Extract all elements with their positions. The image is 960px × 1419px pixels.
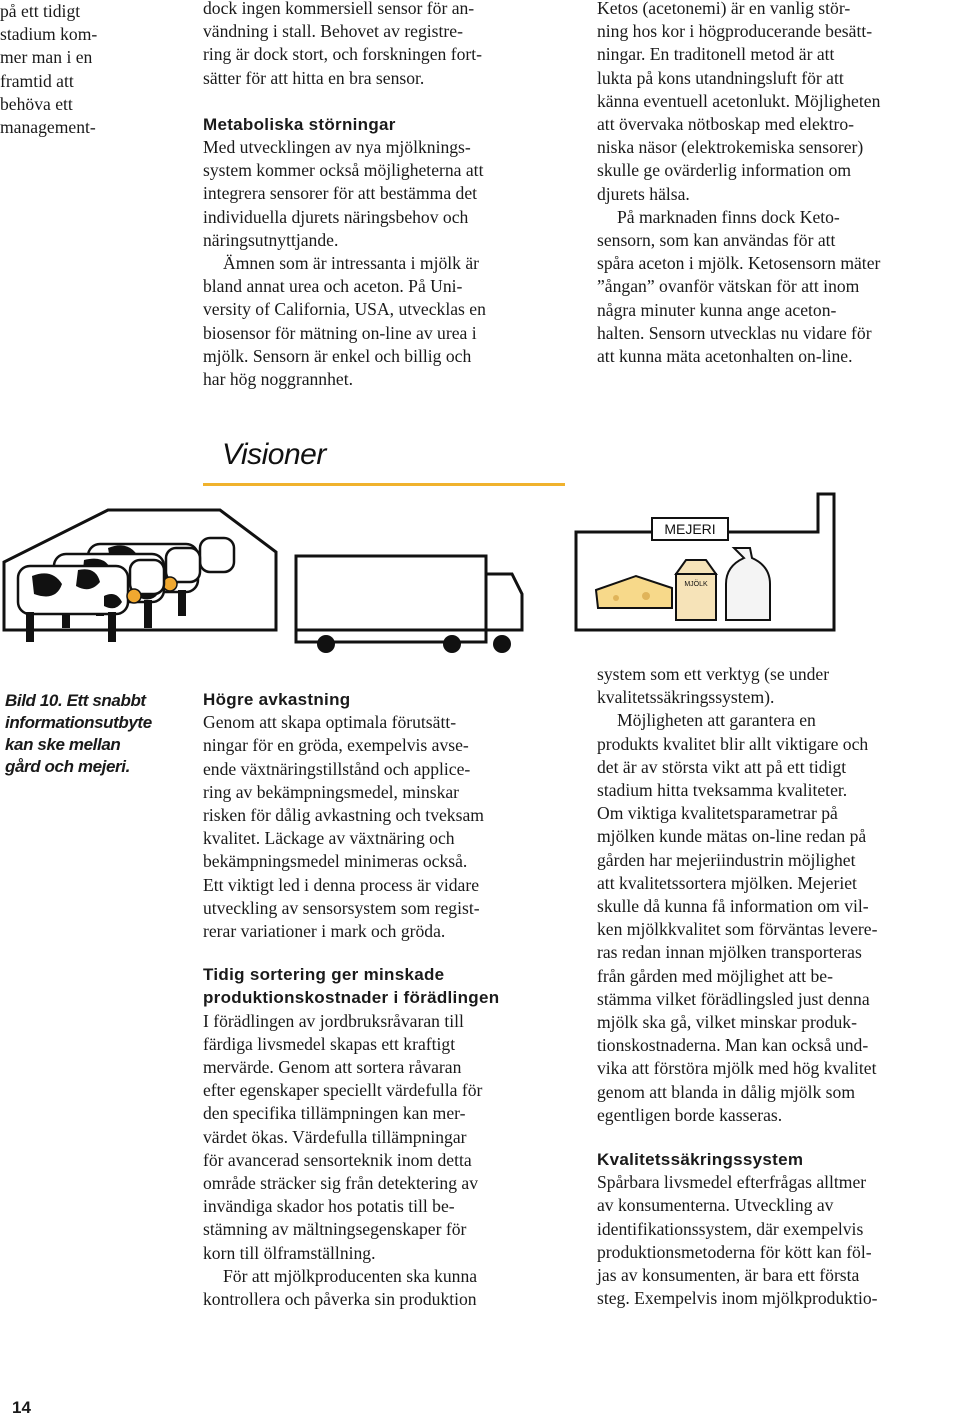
farm-to-dairy-illustration <box>0 490 960 690</box>
column-left-bottom <box>203 688 565 1311</box>
paragraph: Med utvecklingen av nya mjölknings- system kommer också möjligheterna att integrera sensorer för att bestämma det individuella djurets näringsbehov och näringsutnyttjande. <box>203 137 484 250</box>
paragraph: För att mjölkproducenten ska kunna kontrollera och påverka sin produktion <box>203 1265 478 1310</box>
section-title: Visioner <box>222 438 326 471</box>
heading-kvalitetssakringssystem: Kvalitetssäkringssystem <box>597 1150 804 1170</box>
paragraph: Möjligheten att garantera en produkts kvalitet blir allt viktigare och det är av största vikt att på ett tidigt stadium hitta tveksamma kvaliteter. Om viktiga kvalitetsparametrar på mjölken kunde mätas on-line redan på gården har mejeriindustrin möjlighet att kvalitetssortera mjölken. Mejeriet skulle då kunna få information om vil- ken mjölkkvalitet som förväntas levere- ras redan innan mjölken transporteras från gården med möjlighet att be- stämma vilket förädlingsled just denna mjölk ska gå, vilket minskar produk- tionskostnaderna. Man kan också und- vika att förstöra mjölk med hög kvalitet genom att blanda in dålig mjölk som egentligen borde kasseras. <box>597 710 878 1125</box>
paragraph: På marknaden finns dock Keto- sensorn, som kan användas för att spåra aceton i mjölk. Ketosensorn mäter ”ångan” ovanför vätskan för att inom några minuter kunna ange aceton- halten. Sensorn utvecklas nu vidare för att kunna mäta acetonhalten on-line. <box>597 206 881 367</box>
column-right-top <box>597 0 959 368</box>
section-title-rule <box>203 483 565 486</box>
heading-tidig-sortering: Tidig sortering ger minskade produktionskostnader i förädlingen <box>203 965 500 1008</box>
paragraph: system som ett verktyg (se under kvalitetssäkringssystem). <box>597 664 830 708</box>
paragraph: I förädlingen av jordbruksråvaran till färdiga livsmedel skapas ett kraftigt mervärde. Genom att sortera råvaran efter egenskaper speciellt värdefulla för den specifika tillämpningen kan mer- värdet ökas. Värdefulla tillämpningar för avancerad sensorteknik inom detta område sträcker sig från detektering av invändiga skador hos potatis till be- stämning av mältningsegenskaper för korn till ölframställning. <box>203 1010 483 1263</box>
column-right-bottom <box>597 663 959 1310</box>
truck-icon <box>296 556 522 653</box>
paragraph: Genom att skapa optimala förutsätt- ningar för en gröda, exempelvis avse- ende växtnäringstillstånd och applice- ring av bekämpningsmedel, minskar risken för dålig avkastning och tveksam kvalitet. Läckage av växtnäring och bekämpningsmedel minimeras också. Ett viktigt led i denna process är vidare utveckling av sensorsystem som regist- rerar variationer i mark och gröda. <box>203 712 484 942</box>
paragraph-ketos: Ketos (acetonemi) är en vanlig stör- ning hos kor i högproducerande besätt- ningar. En traditonell metod är att lukta på kons utandningsluft för att känna eventuell acetonlukt. Möjligheten att övervaka nötboskap med elektro- niska näsor (elektrokemiska sensorer) skulle ge ovärderlig information om djurets hälsa. <box>597 0 881 204</box>
column-right-wrap-text: på ett tidigt stadium kom- mer man i en framtid att behöva ett management- <box>0 1 98 138</box>
heading-metaboliska: Metaboliska störningar <box>203 114 396 134</box>
heading-hogre-avkastning: Högre avkastning <box>203 690 351 709</box>
intro-paragraph: dock ingen kommersiell sensor för an- vändning i stall. Behovet av registre- ring är dock stort, och forskningen fort- sätter för att hitta en bra sensor. <box>203 0 482 88</box>
milk-carton-icon <box>676 560 716 620</box>
figure-caption: Bild 10. Ett snabbt informationsutbyte kan ske mellan gård och mejeri. <box>5 691 152 776</box>
paragraph: Spårbara livsmedel efterfrågas alltmer av konsumenterna. Utveckling av identifikationssystem, där exempelvis produktionsmetoderna för kött kan föl- jas av konsumenten, är bara ett första steg. Exempelvis inom mjölkproduktio- <box>597 1172 878 1309</box>
dairy-sign: MEJERI <box>664 521 716 537</box>
column-left-top <box>203 0 565 391</box>
paragraph: Ämnen som är intressanta i mjölk är bland annat urea och aceton. På Uni- versity of California, USA, utvecklas en biosensor för mätning on-line av urea i mjölk. Sensorn är enkel och billig och har hög noggrannhet. <box>203 253 486 390</box>
page-number: 14 <box>12 1398 31 1417</box>
milk-carton-label: MJÖLK <box>684 581 708 588</box>
